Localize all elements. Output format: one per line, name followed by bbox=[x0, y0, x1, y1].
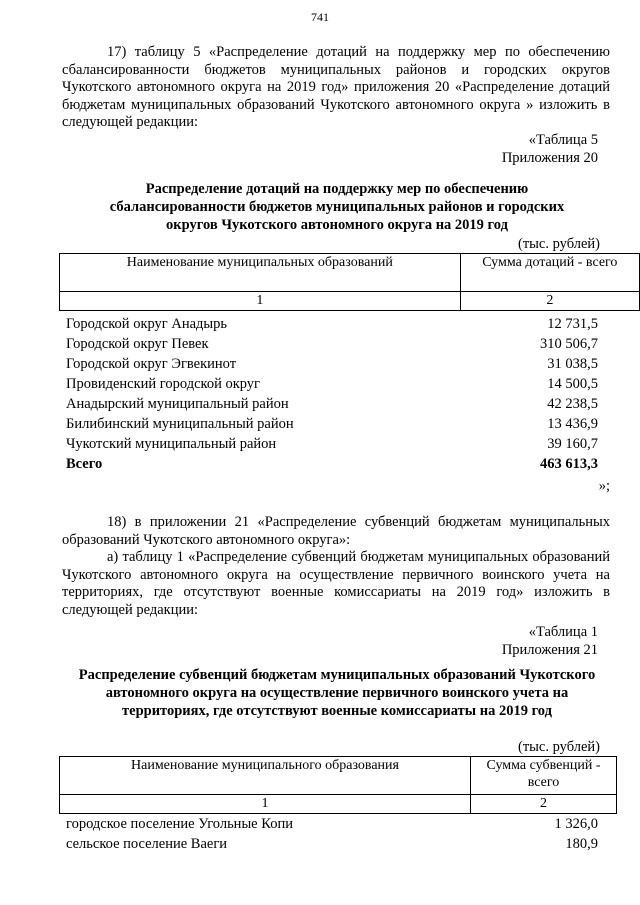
item-18-paragraph: 18) в приложении 21 «Распределение субвенций бюджетам муниципальных образований Чукотского автономного округа»: bbox=[62, 514, 610, 548]
table5-ref-line2: Приложения 20 bbox=[501, 149, 598, 166]
row-name: Провиденский городской округ bbox=[66, 376, 261, 392]
row-value: 13 436,9 bbox=[547, 416, 598, 432]
table1-col-sum-header: Сумма субвенций - всего bbox=[471, 757, 617, 795]
table-row bbox=[66, 416, 598, 436]
table5-col-num-1: 1 bbox=[60, 292, 461, 311]
table5-col-name-header: Наименование муниципальных образований bbox=[60, 254, 461, 292]
row-name: Анадырский муниципальный район bbox=[66, 396, 289, 412]
table-row bbox=[66, 336, 598, 356]
table5-col-sum-header: Сумма дотаций - всего bbox=[460, 254, 639, 292]
row-value: 1 326,0 bbox=[554, 816, 598, 832]
table5-unit: (тыс. рублей) bbox=[518, 236, 600, 252]
total-value: 463 613,3 bbox=[540, 456, 598, 472]
table1-ref-line1: «Таблица 1 bbox=[528, 624, 598, 640]
table1-title: Распределение субвенций бюджетам муниципальных образований Чукотского автономного округа на осуществление первичного воинского учета на территориях, где отсутствуют военные комиссариаты на 2019 год bbox=[78, 667, 596, 719]
row-name: Чукотский муниципальный район bbox=[66, 436, 277, 452]
row-name: городское поселение Угольные Копи bbox=[66, 816, 293, 832]
table5-header bbox=[59, 253, 640, 311]
item-18a-paragraph: а) таблицу 1 «Распределение субвенций бюджетам муниципальных образований Чукотского автономного округа на осуществление первичного воинского учета на территориях, где отсутствуют военные комиссариаты на 2019 год» изложить в следующей редакции: bbox=[62, 549, 610, 618]
table1-ref-line2: Приложения 21 bbox=[501, 641, 598, 658]
table1-col-num-1: 1 bbox=[60, 795, 471, 814]
row-name: сельское поселение Ваеги bbox=[66, 836, 228, 852]
table1-col-name-header: Наименование муниципального образования bbox=[60, 757, 471, 795]
table-row bbox=[66, 376, 598, 396]
item-17-paragraph: 17) таблицу 5 «Распределение дотаций на поддержку мер по обеспечению сбалансированности бюджетов муниципальных районов и городских округов Чукотского автономного округа на 2019 год» приложения 20 «Распределение дотаций бюджетам муниципальных образований Чукотского автономного округа » изложить в следующей редакции: bbox=[62, 44, 610, 130]
table-row bbox=[66, 396, 598, 416]
table5-col-num-2: 2 bbox=[460, 292, 639, 311]
table1-col-num-2: 2 bbox=[471, 795, 617, 814]
table1-header bbox=[59, 756, 617, 814]
table5-closing: »; bbox=[598, 478, 610, 494]
row-value: 180,9 bbox=[565, 836, 598, 852]
table1-unit: (тыс. рублей) bbox=[518, 739, 600, 755]
table5-reference bbox=[502, 132, 598, 167]
table-row bbox=[66, 436, 598, 456]
table-row bbox=[66, 816, 598, 836]
table-row bbox=[66, 356, 598, 376]
total-label: Всего bbox=[66, 456, 103, 472]
row-name: Городской округ Певек bbox=[66, 336, 209, 352]
row-name: Городской округ Эгвекинот bbox=[66, 356, 237, 372]
table5-ref-line1: «Таблица 5 bbox=[528, 132, 598, 148]
row-value: 39 160,7 bbox=[547, 436, 598, 452]
table-row bbox=[66, 316, 598, 336]
table5-title: Распределение дотаций на поддержку мер по обеспечению сбалансированности бюджетов муниципальных районов и городских округов Чукотского автономного округа на 2019 год bbox=[109, 181, 565, 233]
page-number: 741 bbox=[311, 10, 329, 24]
row-value: 12 731,5 bbox=[547, 316, 598, 332]
row-value: 14 500,5 bbox=[547, 376, 598, 392]
table-row bbox=[66, 836, 598, 856]
row-name: Билибинский муниципальный район bbox=[66, 416, 294, 432]
row-name: Городской округ Анадырь bbox=[66, 316, 228, 332]
table5-total-row bbox=[66, 456, 598, 476]
row-value: 310 506,7 bbox=[540, 336, 598, 352]
row-value: 42 238,5 bbox=[547, 396, 598, 412]
table1-reference bbox=[502, 624, 598, 659]
row-value: 31 038,5 bbox=[547, 356, 598, 372]
